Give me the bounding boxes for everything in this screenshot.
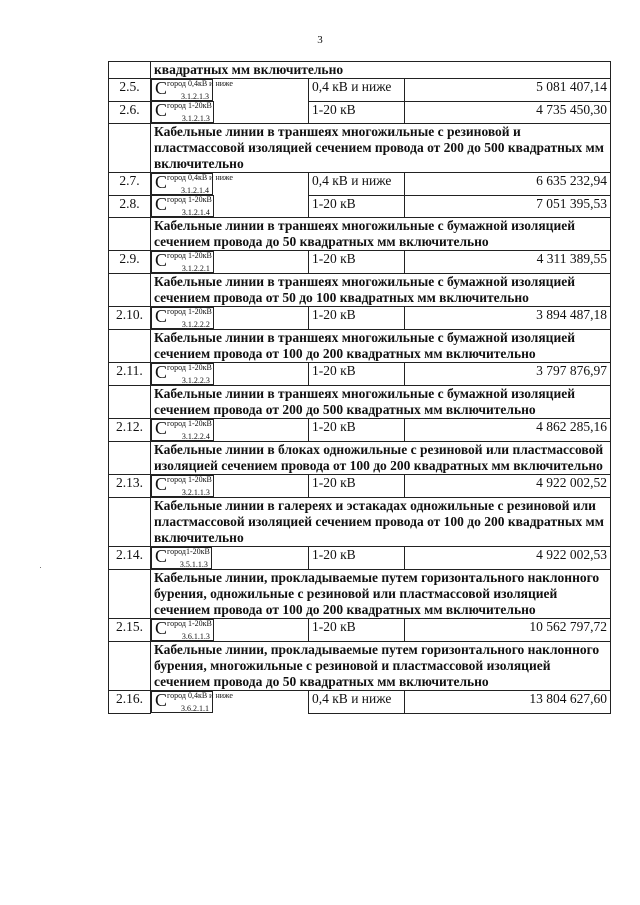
voltage-level: 0,4 кВ и ниже	[309, 173, 405, 196]
empty-number-cell	[109, 274, 151, 307]
rate-code	[151, 690, 233, 713]
section-description: Кабельные линии в траншеях многожильные с бумажной изоляцией сечением провода от 200 до 500 квадратных мм включительно	[151, 386, 611, 419]
section-description: Кабельные линии в галереях и эстакадах одножильные с резиновой или пластмассовой изоляцией сечением провода от 100 до 200 квадратных мм включительно	[151, 498, 611, 547]
rate-superscript: город 1-20кВ	[167, 419, 212, 428]
row-number: 2.12.	[109, 419, 151, 442]
section-description: Кабельные линии в траншеях многожильные с резиновой и пластмассовой изоляцией сечением провода от 200 до 500 квадратных мм включительно	[151, 124, 611, 173]
voltage-level: 1-20 кВ	[309, 475, 405, 498]
section-description: Кабельные линии, прокладываемые путем горизонтального наклонного бурения, многожильные с резиновой и пластмассовой изоляцией сечением провода до 50 квадратных мм включительно	[151, 642, 611, 691]
rate-subscript: 3.2.1.1.3	[181, 488, 210, 497]
rate-subscript: 3.1.2.2.1	[181, 264, 210, 273]
rate-superscript: город 0,4кВ и ниже	[167, 691, 233, 700]
empty-number-cell	[109, 330, 151, 363]
section-header-row	[109, 570, 611, 619]
rate-value: 4 922 002,52	[405, 475, 611, 498]
rate-superscript: город 1-20кВ	[167, 363, 212, 372]
rate-value: 3 894 487,18	[405, 307, 611, 330]
rate-row	[109, 101, 611, 124]
section-header-row	[109, 642, 611, 691]
rate-superscript: город1-20кВ	[167, 547, 210, 556]
rate-code-formula	[155, 420, 210, 440]
voltage-level: 0,4 кВ и ниже	[309, 691, 405, 714]
row-number: 2.8.	[109, 195, 151, 218]
section-header-row	[109, 498, 611, 547]
row-number: 2.16.	[109, 691, 151, 714]
empty-number-cell	[109, 386, 151, 419]
rate-symbol: C	[155, 306, 168, 326]
rate-superscript: город 1-20кВ	[167, 195, 212, 204]
rate-row	[109, 251, 611, 274]
rate-superscript: город 1-20кВ	[167, 475, 212, 484]
rate-superscript: город 1-20кВ	[167, 307, 212, 316]
rate-code	[151, 363, 214, 385]
rate-symbol: C	[155, 618, 168, 638]
voltage-level: 1-20 кВ	[309, 307, 405, 330]
row-number: 2.10.	[109, 307, 151, 330]
rate-value: 10 562 797,72	[405, 619, 611, 642]
rate-row	[109, 195, 611, 218]
rate-subscript: 3.1.2.1.3	[180, 92, 209, 101]
rate-symbol: C	[155, 78, 168, 98]
voltage-level: 1-20 кВ	[309, 419, 405, 442]
rate-code	[151, 78, 233, 101]
empty-number-cell	[109, 498, 151, 547]
voltage-level: 1-20 кВ	[309, 547, 405, 570]
page-number: 3	[317, 34, 323, 46]
rate-code-formula	[155, 620, 210, 640]
row-number: 2.6.	[109, 101, 151, 124]
rate-code	[151, 547, 212, 569]
rate-subscript: 3.5.1.1.3	[179, 560, 208, 569]
rate-code-formula	[155, 548, 208, 568]
rate-symbol: C	[155, 418, 168, 438]
rate-code-formula	[155, 476, 210, 496]
empty-number-cell	[109, 62, 151, 79]
rate-code-formula	[155, 308, 210, 328]
empty-number-cell	[109, 442, 151, 475]
rate-code-formula	[155, 102, 210, 122]
row-number: 2.7.	[109, 173, 151, 196]
section-header-row	[109, 218, 611, 251]
rate-code	[151, 251, 214, 273]
rate-code-formula	[155, 364, 210, 384]
rate-code-formula	[155, 690, 233, 713]
section-description: квадратных мм включительно	[151, 62, 611, 79]
rate-row	[109, 307, 611, 330]
rate-row	[109, 79, 611, 102]
rate-subscript: 3.6.2.1.1	[180, 704, 209, 713]
section-header-row	[109, 124, 611, 173]
rate-superscript: город 0,4кВ и ниже	[167, 79, 233, 88]
section-header-row	[109, 62, 611, 79]
rate-subscript: 3.1.2.1.3	[181, 114, 210, 123]
rate-code	[151, 195, 214, 217]
rate-symbol: C	[155, 100, 168, 120]
section-header-row	[109, 274, 611, 307]
section-header-row	[109, 442, 611, 475]
rate-value: 13 804 627,60	[405, 691, 611, 714]
section-description: Кабельные линии в траншеях многожильные с бумажной изоляцией сечением провода от 50 до 100 квадратных мм включительно	[151, 274, 611, 307]
voltage-level: 1-20 кВ	[309, 619, 405, 642]
rates-table	[108, 61, 611, 714]
rate-value: 4 735 450,30	[405, 101, 611, 124]
rate-code	[151, 419, 214, 441]
rate-row	[109, 691, 611, 714]
rate-subscript: 3.6.1.1.3	[181, 632, 210, 641]
empty-number-cell	[109, 124, 151, 173]
rate-code	[151, 172, 233, 195]
rate-subscript: 3.1.2.1.4	[180, 186, 209, 195]
row-number: 2.5.	[109, 79, 151, 102]
rate-subscript: 3.1.2.2.4	[181, 432, 210, 441]
empty-number-cell	[109, 642, 151, 691]
rate-symbol: C	[155, 474, 168, 494]
rate-code	[151, 101, 214, 123]
section-description: Кабельные линии в траншеях многожильные с бумажной изоляцией сечением провода до 50 квадратных мм включительно	[151, 218, 611, 251]
section-header-row	[109, 386, 611, 419]
rate-code	[151, 475, 214, 497]
rate-value: 4 862 285,16	[405, 419, 611, 442]
rates-table-body	[109, 62, 611, 714]
voltage-level: 1-20 кВ	[309, 363, 405, 386]
empty-number-cell	[109, 570, 151, 619]
row-number: 2.15.	[109, 619, 151, 642]
rate-code	[151, 307, 214, 329]
rate-superscript: город 1-20кВ	[167, 251, 212, 260]
rate-code-formula	[155, 172, 233, 195]
rate-subscript: 3.1.2.1.4	[181, 208, 210, 217]
voltage-level: 1-20 кВ	[309, 195, 405, 218]
rate-value: 4 922 002,53	[405, 547, 611, 570]
section-description: Кабельные линии, прокладываемые путем горизонтального наклонного бурения, одножильные с резиновой или пластмассовой изоляцией сечением провода от 100 до 200 квадратных мм включительно	[151, 570, 611, 619]
section-description: Кабельные линии в траншеях многожильные с бумажной изоляцией сечением провода от 100 до 200 квадратных мм включительно	[151, 330, 611, 363]
rate-symbol: C	[155, 546, 168, 566]
rate-subscript: 3.1.2.2.2	[181, 320, 210, 329]
row-number: 2.14.	[109, 547, 151, 570]
rate-symbol: C	[155, 194, 168, 214]
rate-value: 7 051 395,53	[405, 195, 611, 218]
rate-row	[109, 363, 611, 386]
rate-value: 5 081 407,14	[405, 79, 611, 102]
rate-superscript: город 1-20кВ	[167, 101, 212, 110]
rate-superscript: город 1-20кВ	[167, 619, 212, 628]
rate-row	[109, 173, 611, 196]
rate-code	[151, 619, 214, 641]
rate-value: 3 797 876,97	[405, 363, 611, 386]
voltage-level: 0,4 кВ и ниже	[309, 79, 405, 102]
rate-symbol: C	[155, 362, 168, 382]
rate-row	[109, 475, 611, 498]
rate-symbol: C	[155, 172, 168, 192]
row-number: 2.13.	[109, 475, 151, 498]
section-description: Кабельные линии в блоках одножильные с резиновой или пластмассовой изоляцией сечением провода от 100 до 200 квадратных мм включительно	[151, 442, 611, 475]
row-number: 2.11.	[109, 363, 151, 386]
row-number: 2.9.	[109, 251, 151, 274]
rate-row	[109, 619, 611, 642]
rate-value: 4 311 389,55	[405, 251, 611, 274]
rate-symbol: C	[155, 250, 168, 270]
rate-row	[109, 419, 611, 442]
rate-code-formula	[155, 196, 210, 216]
rate-code-formula	[155, 78, 233, 101]
rate-row	[109, 547, 611, 570]
rate-code-formula	[155, 252, 210, 272]
scan-speck	[40, 567, 41, 568]
voltage-level: 1-20 кВ	[309, 251, 405, 274]
rate-symbol: C	[155, 690, 168, 710]
rate-subscript: 3.1.2.2.3	[181, 376, 210, 385]
voltage-level: 1-20 кВ	[309, 101, 405, 124]
rate-superscript: город 0,4кВ и ниже	[167, 173, 233, 182]
empty-number-cell	[109, 218, 151, 251]
section-header-row	[109, 330, 611, 363]
rate-value: 6 635 232,94	[405, 173, 611, 196]
